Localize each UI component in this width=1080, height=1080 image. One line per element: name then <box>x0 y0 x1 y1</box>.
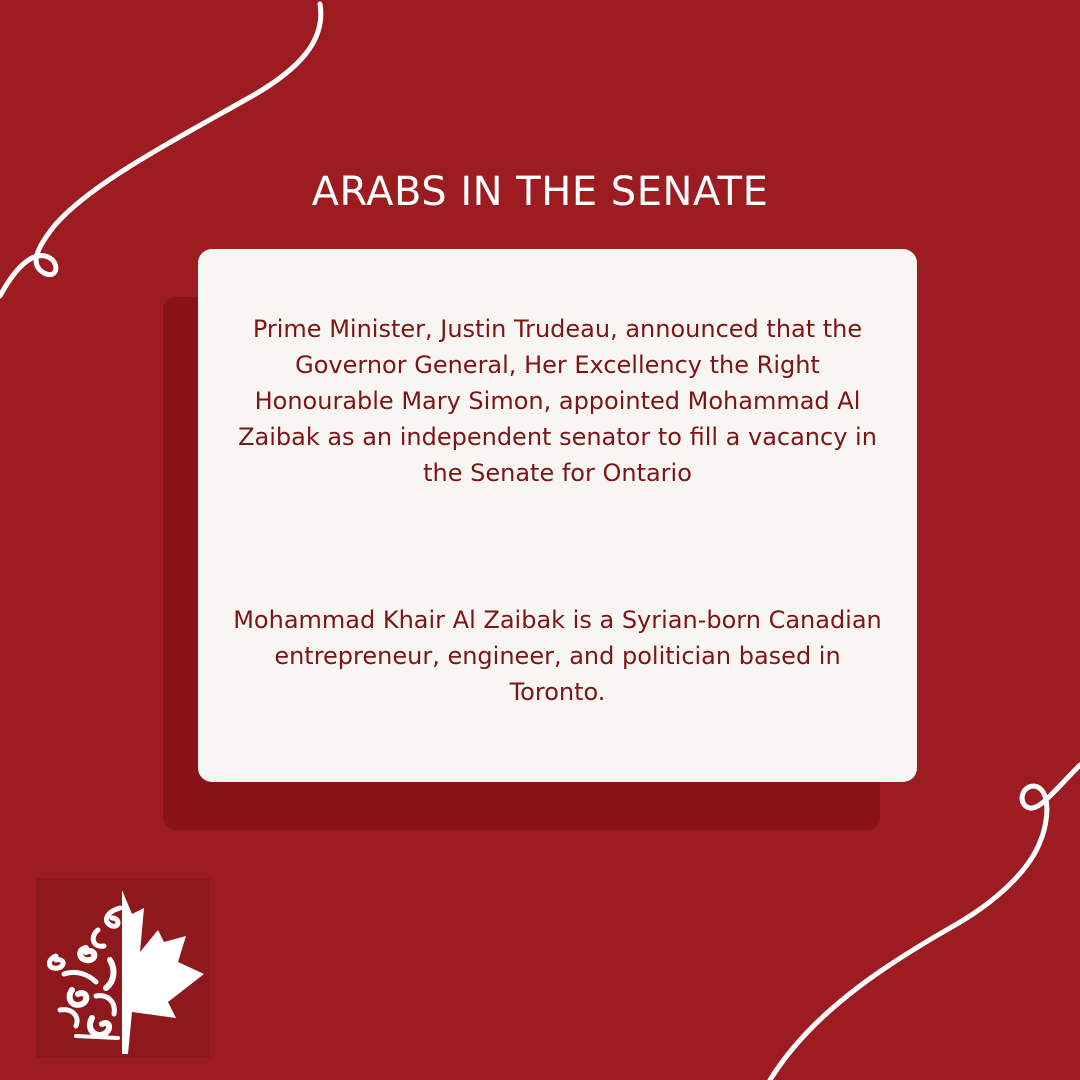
bio-paragraph: Mohammad Khair Al Zaibak is a Syrian-born Canadian entrepreneur, engineer, and politician based in Toronto. <box>233 606 882 706</box>
info-card <box>198 249 917 782</box>
page-title: ARABS IN THE SENATE <box>311 169 769 215</box>
maple-leaf-half <box>122 890 204 1054</box>
announcement-paragraph: Prime Minister, Justin Trudeau, announced that the Governor General, Her Excellency the Right Honourable Mary Simon, appointed Mohammad Al Zaibak as an independent senator to fill a vacancy in the Senate for Ontario <box>238 315 877 487</box>
arabic-calligraphy-mark <box>49 908 120 1038</box>
maple-leaf-logo-icon <box>36 878 210 1058</box>
